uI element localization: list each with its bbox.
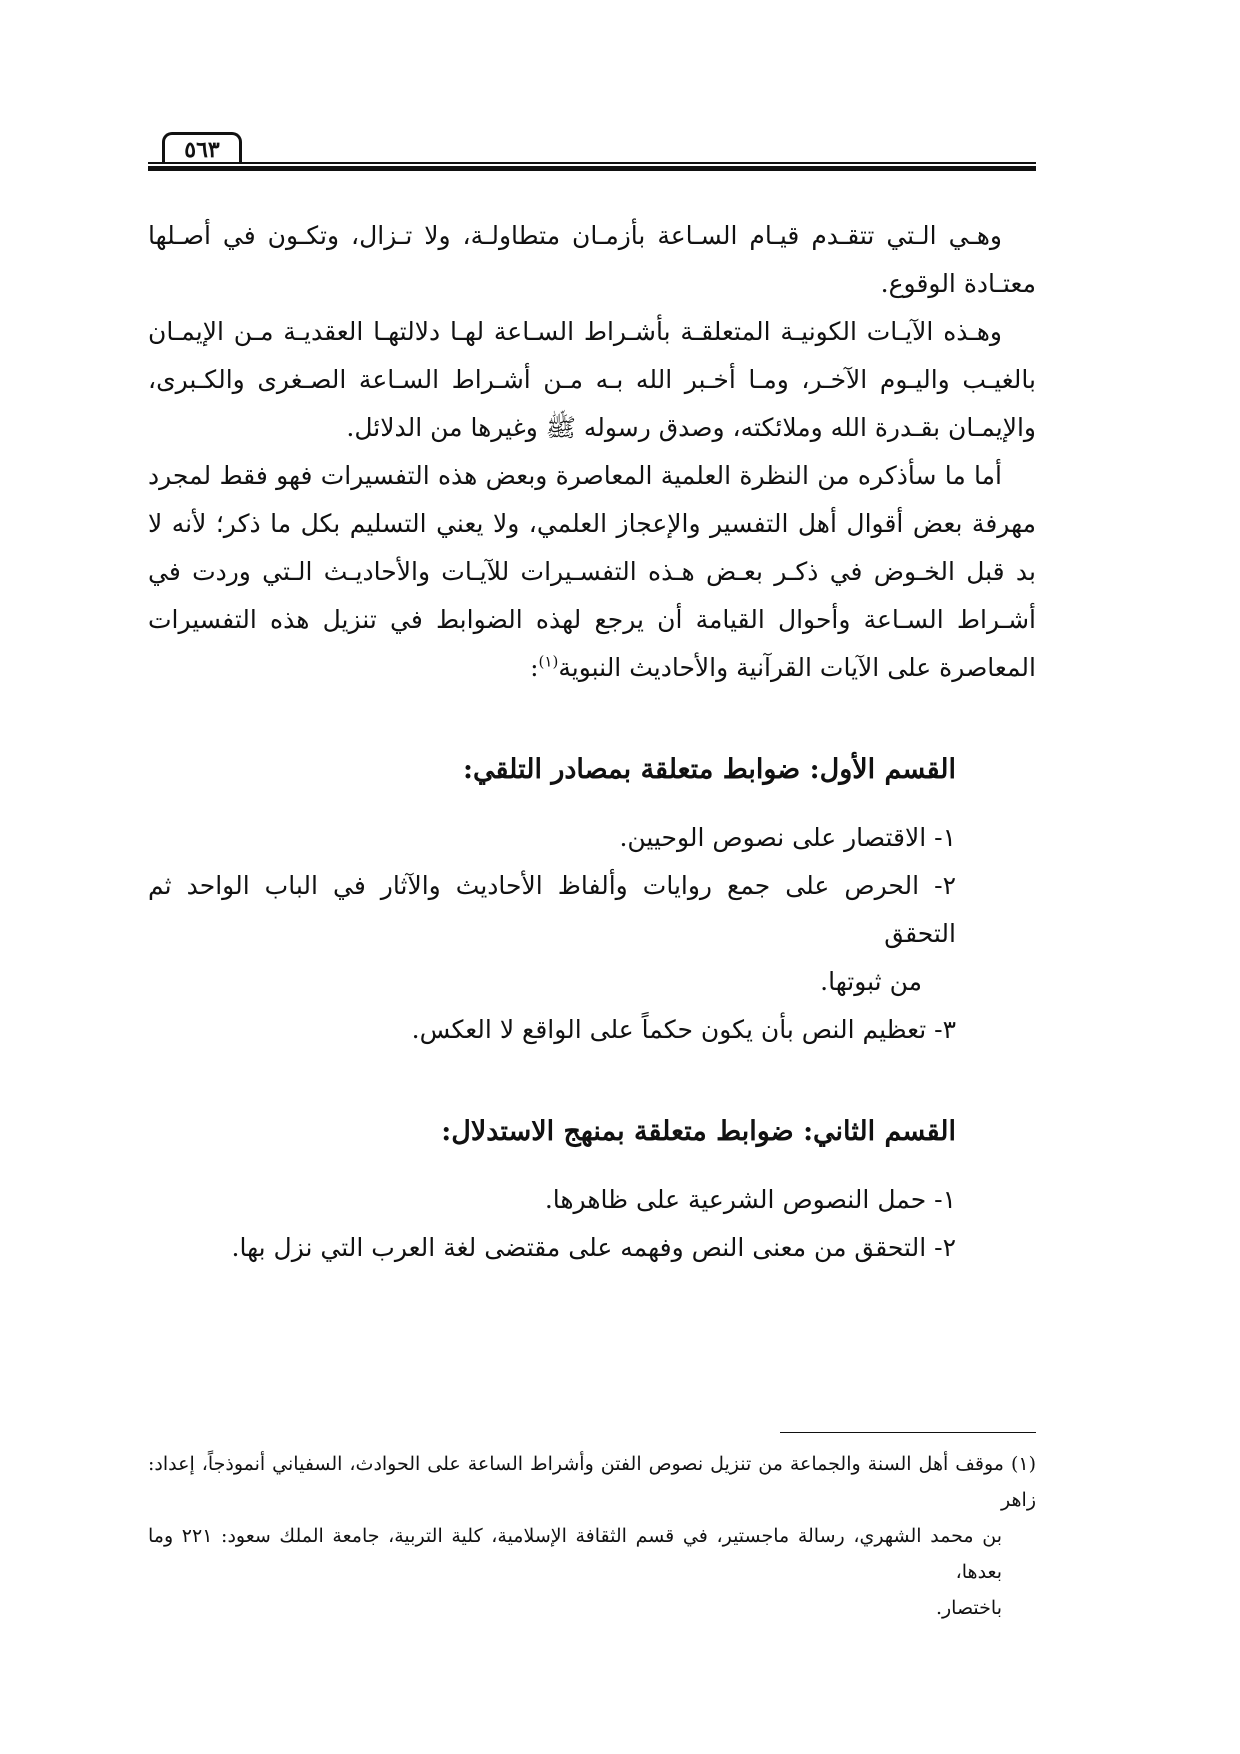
footnote-line-2: بن محمد الشهري، رسالة ماجستير، في قسم الثقافة الإسلامية، كلية التربية، جامعة الملك سعود: ٢٢١ وما بعدها، [148,1525,1002,1583]
section-2-heading-bold: القسم الثاني [813,1116,956,1147]
footnote [148,1446,1036,1626]
section-2-list [148,1176,956,1272]
list-item [148,862,956,1006]
list-item-text: ٣- تعظيم النص بأن يكون حكماً على الواقع لا العكس. [411,1015,956,1044]
page-body [148,212,1036,1272]
list-item [148,1006,956,1054]
paragraph-3 [148,452,1036,692]
list-item-continuation: من ثبوتها. [820,967,922,996]
list-item [148,1176,956,1224]
paragraph-3-text: أما ما سأذكره من النظرة العلمية المعاصرة وبعض هذه التفسيرات فهو فقط لمجرد مهرفة بعض أقوال أهل التفسير والإعجاز العلمي، ولا يعني التسليم بكل ما ذكر؛ لأنه لا بد قبل الخـوض في ذكـر بعـض هـذه التفسـيرات للآيـات والأحاديـث الـتي وردت في أشـراط السـاعة وأحوال القيامة أن يرجع لهذه الضوابط في تنزيل هذه التفسيرات المعاصرة على الآيات القرآنية والأحاديث النبوية [148,461,1036,682]
list-item-text: ٢- الحرص على جمع روايات وألفاظ الأحاديث والآثار في الباب الواحد ثم التحقق [148,871,956,948]
section-1-list [148,814,956,1054]
list-item [148,1224,956,1272]
paragraph-1: وهـي الـتي تتقـدم قيـام السـاعة بأزمـان متطاولـة، ولا تـزال، وتكـون في أصـلها معتـادة الوقوع. [148,221,1036,298]
section-1-heading [148,748,956,792]
page-header [148,128,1036,172]
header-rule-thick [148,166,1036,171]
list-item-text: ١- حمل النصوص الشرعية على ظاهرها. [544,1185,956,1214]
list-item-text: ١- الاقتصار على نصوص الوحيين. [619,823,956,852]
page-number: ٥٦٣ [162,132,242,162]
paragraph-3-end: : [530,653,539,682]
list-item-text: ٢- التحقق من معنى النص وفهمه على مقتضى لغة العرب التي نزل بها. [231,1233,956,1262]
paragraph-2: وهـذه الآيـات الكونيـة المتعلقـة بأشـراط السـاعة لهـا دلالتهـا العقديـة مـن الإيمـان بالغيـب واليـوم الآخـر، ومـا أخـبر الله بـه مـن أشـراط السـاعة الصـغرى والكـبرى، والإيمـان بقـدرة الله وملائكته، وصدق رسوله ﷺ وغيرها من الدلائل. [148,317,1036,442]
list-item [148,814,956,862]
footnote-line-1: (١) موقف أهل السنة والجماعة من تنزيل نصوص الفتن وأشراط الساعة على الحوادث، السفياني أنموذجاً، إعداد: زاهر [148,1453,1036,1511]
section-2-heading-rest: : ضوابط متعلقة بمنهج الاستدلال: [441,1116,814,1147]
footnote-separator [780,1432,1036,1433]
section-2-heading [148,1110,956,1154]
header-rule-thin [148,162,1036,164]
footnote-line-3: باختصار. [935,1597,1002,1619]
section-1-heading-rest: : ضوابط متعلقة بمصادر التلقي: [463,754,820,785]
footnote-reference[interactable]: (١) [538,652,559,671]
section-1-heading-bold: القسم الأول [819,754,956,785]
